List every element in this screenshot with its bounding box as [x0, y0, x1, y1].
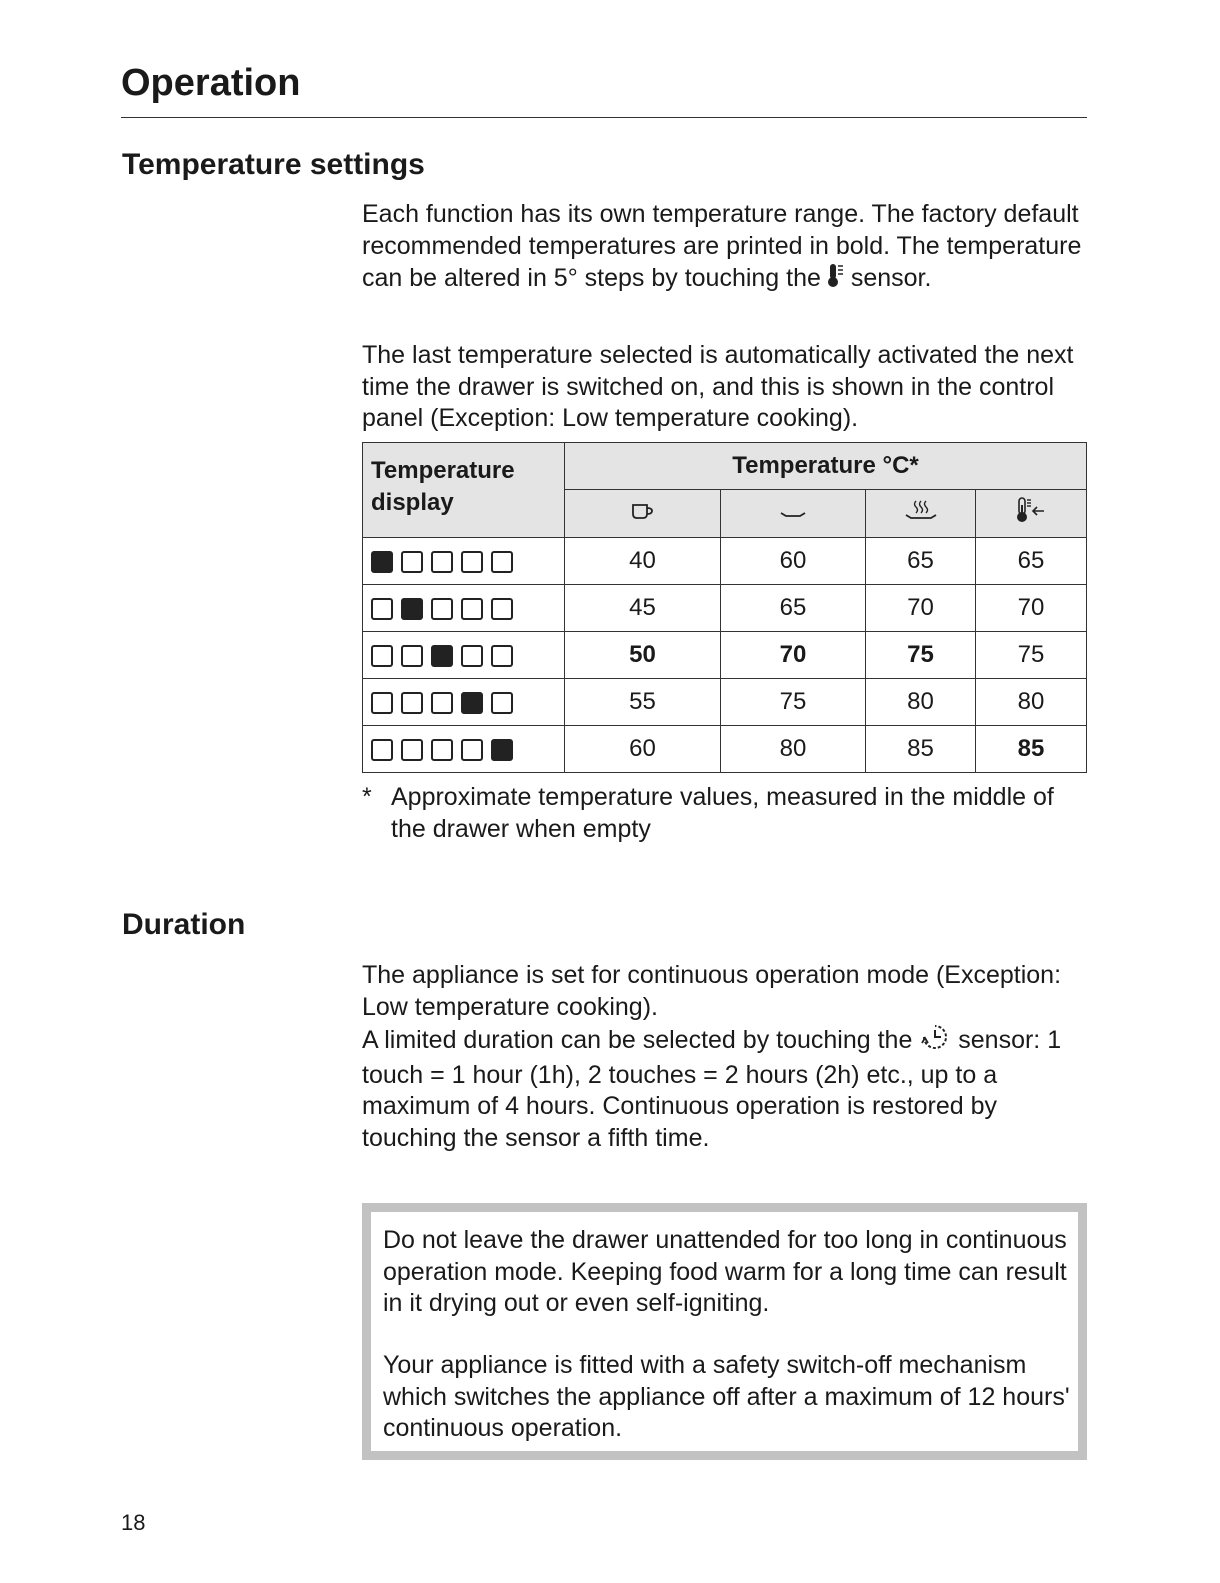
table-row — [363, 726, 1087, 773]
column-header-plate — [721, 490, 866, 538]
temperature-cell: 55 — [565, 679, 721, 726]
temperature-cell: 50 — [565, 632, 721, 679]
level-square-empty — [491, 645, 513, 667]
page-title: Operation — [121, 62, 301, 104]
level-square-filled — [431, 645, 453, 667]
duration-line-2 — [362, 1023, 1092, 1154]
warning-paragraph-2: Your appliance is fitted with a safety switch-off mechanism which switches the appliance off after a maximum of 12 hours' continuous operation. — [383, 1351, 1070, 1442]
temperature-cell: 70 — [976, 585, 1087, 632]
duration-paragraph — [362, 960, 1092, 1154]
level-square-empty — [431, 692, 453, 714]
level-square-empty — [431, 598, 453, 620]
footnote-mark: * — [362, 783, 372, 811]
temperature-cell: 40 — [565, 538, 721, 585]
low-temp-thermometer-icon — [1016, 503, 1046, 530]
temperature-cell: 70 — [866, 585, 976, 632]
column-header-cup — [565, 490, 721, 538]
level-square-filled — [461, 692, 483, 714]
temperature-cell: 65 — [976, 538, 1087, 585]
level-square-empty — [401, 739, 423, 761]
thermometer-icon — [828, 262, 844, 297]
warming-plate-icon — [904, 501, 938, 528]
temperature-cell: 75 — [866, 632, 976, 679]
table-header-temperature: Temperature °C* — [565, 443, 1087, 490]
level-square-empty — [491, 551, 513, 573]
level-indicator — [363, 679, 565, 726]
temperature-cell: 60 — [721, 538, 866, 585]
table-header-display: Temperature display — [363, 443, 565, 538]
duration-line-2-start: A limited duration can be selected by touching the — [362, 1025, 913, 1054]
temperature-cell: 45 — [565, 585, 721, 632]
section-heading-duration: Duration — [122, 908, 246, 941]
level-square-empty — [401, 692, 423, 714]
level-square-empty — [401, 551, 423, 573]
level-square-empty — [461, 739, 483, 761]
level-square-filled — [491, 739, 513, 761]
temperature-intro-end: sensor. — [850, 263, 932, 292]
timer-icon — [919, 1023, 951, 1060]
cup-icon — [630, 500, 656, 527]
level-indicator — [363, 585, 565, 632]
temperature-cell: 75 — [976, 632, 1087, 679]
duration-line-2-end: sensor: 1 touch = 1 hour (1h), 2 touches = 2 hours (2h) etc., up to a maximum of 4 hours. Continuous operation is restored by touching the sensor a fifth time. — [362, 1025, 1062, 1152]
temperature-intro-paragraph — [362, 199, 1082, 297]
temperature-cell: 65 — [721, 585, 866, 632]
level-square-empty — [401, 645, 423, 667]
duration-line-1: The appliance is set for continuous operation mode (Exception: Low temperature cooking). — [362, 961, 1062, 1021]
temperature-cell: 80 — [866, 679, 976, 726]
level-square-empty — [431, 551, 453, 573]
table-row — [363, 585, 1087, 632]
title-divider — [121, 117, 1087, 118]
table-row — [363, 632, 1087, 679]
section-heading-temperature: Temperature settings — [122, 148, 425, 181]
level-square-empty — [461, 551, 483, 573]
temperature-cell: 75 — [721, 679, 866, 726]
temperature-cell: 85 — [866, 726, 976, 773]
warning-paragraph-1: Do not leave the drawer unattended for too long in continuous operation mode. Keeping food warm for a long time can result in it drying out or even self-igniting. — [383, 1226, 1067, 1317]
plate-icon — [779, 500, 807, 527]
level-square-empty — [461, 598, 483, 620]
temperature-cell: 65 — [866, 538, 976, 585]
temperature-cell: 80 — [721, 726, 866, 773]
level-square-filled — [401, 598, 423, 620]
level-square-empty — [371, 739, 393, 761]
column-header-warming — [866, 490, 976, 538]
temperature-cell: 85 — [976, 726, 1087, 773]
level-square-empty — [371, 598, 393, 620]
level-square-empty — [371, 645, 393, 667]
level-indicator — [363, 538, 565, 585]
level-square-empty — [461, 645, 483, 667]
temperature-table — [362, 442, 1087, 773]
level-square-filled — [371, 551, 393, 573]
level-indicator — [363, 726, 565, 773]
temperature-cell: 80 — [976, 679, 1087, 726]
page-number: 18 — [121, 1510, 146, 1535]
table-row — [363, 679, 1087, 726]
level-square-empty — [491, 598, 513, 620]
temperature-cell: 60 — [565, 726, 721, 773]
level-square-empty — [491, 692, 513, 714]
level-square-empty — [431, 739, 453, 761]
table-row — [363, 538, 1087, 585]
column-header-low-temp — [976, 490, 1087, 538]
last-temperature-paragraph: The last temperature selected is automatically activated the next time the drawer is switched on, and this is shown in the control panel (Exception: Low temperature cooking). — [362, 341, 1074, 432]
temperature-intro-text: Each function has its own temperature range. The factory default recommended temperatures are printed in bold. The temperature can be altered in 5° steps by touching the — [362, 200, 1082, 292]
temperature-cell: 70 — [721, 632, 866, 679]
level-square-empty — [371, 692, 393, 714]
footnote-text: Approximate temperature values, measured in the middle of the drawer when empty — [391, 783, 1054, 843]
level-indicator — [363, 632, 565, 679]
